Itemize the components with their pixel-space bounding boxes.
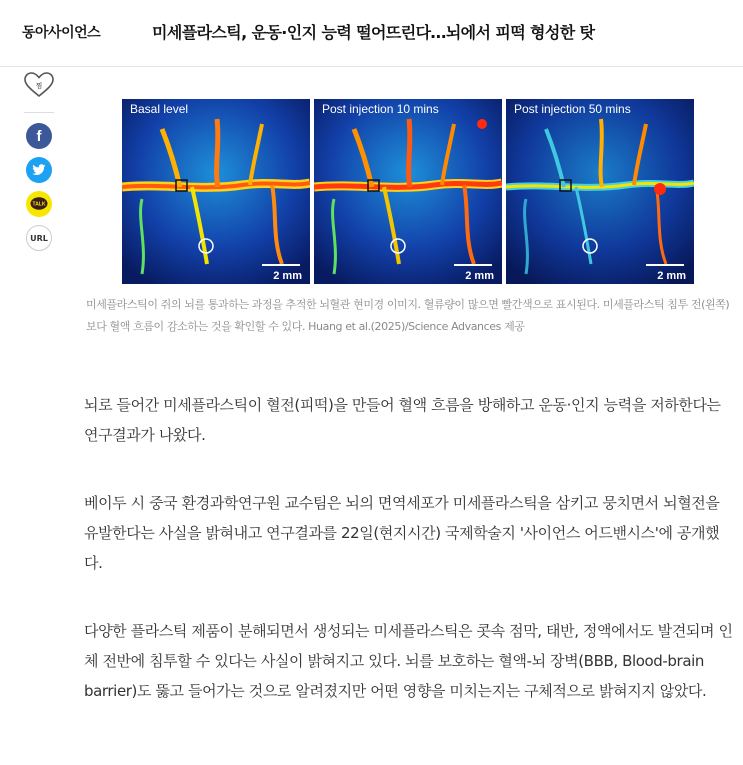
site-header bbox=[0, 0, 743, 67]
blood-flow-image bbox=[122, 99, 310, 284]
figure-panel-50min bbox=[506, 99, 694, 284]
divider bbox=[24, 112, 54, 113]
figure-panel-basal bbox=[122, 99, 310, 284]
scale-bar bbox=[646, 264, 684, 266]
blood-flow-image bbox=[506, 99, 694, 284]
blood-flow-image bbox=[314, 99, 502, 284]
kakaotalk-icon bbox=[30, 197, 48, 211]
article-paragraph: 뇌로 들어간 미세플라스틱이 혈전(피떡)을 만들어 혈액 흐름을 방해하고 운동·인지 능력을 저하한다는 연구결과가 나왔다. bbox=[84, 396, 721, 444]
twitter-share-button[interactable] bbox=[26, 157, 52, 183]
facebook-icon: f bbox=[36, 127, 42, 145]
scale-label: 2 mm bbox=[273, 270, 302, 282]
figure-caption: 미세플라스틱이 쥐의 뇌를 통과하는 과정을 추적한 뇌혈관 현미경 이미지. 혈류량이 많으면 빨간색으로 표시된다. 미세플라스틱 침투 전(왼쪽)보다 혈액 흐름이 감소하는 것을 확인할 수 있다. Huang et al.(2025)/Science Advances 제공 bbox=[86, 298, 730, 333]
copy-url-button[interactable] bbox=[26, 225, 52, 251]
share-toolbar bbox=[24, 72, 54, 259]
article-figure bbox=[122, 99, 694, 284]
scale-label: 2 mm bbox=[465, 270, 494, 282]
kakaotalk-share-button[interactable] bbox=[26, 191, 52, 217]
panel-label: Post injection 50 mins bbox=[514, 102, 631, 116]
site-logo[interactable]: 동아사이언스 bbox=[22, 25, 101, 41]
scale-bar bbox=[262, 264, 300, 266]
kakaotalk-glyph: TALK bbox=[32, 201, 46, 208]
article-paragraph: 다양한 플라스틱 제품이 분해되면서 생성되는 미세플라스틱은 콧속 점막, 태반, 정액에서도 발견되며 인체 전반에 침투할 수 있다는 사실이 밝혀지고 있다. 뇌를 보호하는 혈액-뇌 장벽(BBB, Blood-brain barrier)도 뚫고 들어가는 것으로 알려졌지만 어떤 영향을 미치는지는 구체적으로 밝혀지지 않았다. bbox=[84, 622, 733, 700]
like-label: 찜 bbox=[35, 82, 43, 90]
article-headline: 미세플라스틱, 운동·인지 능력 떨어뜨린다…뇌에서 피떡 형성한 탓 bbox=[152, 23, 595, 42]
panel-label: Basal level bbox=[130, 102, 189, 116]
scale-bar bbox=[454, 264, 492, 266]
facebook-share-button[interactable] bbox=[26, 123, 52, 149]
like-button[interactable] bbox=[24, 72, 54, 102]
figure-panel-10min bbox=[314, 99, 502, 284]
article-paragraph: 베이두 시 중국 환경과학연구원 교수팀은 뇌의 면역세포가 미세플라스틱을 삼키고 뭉치면서 뇌혈전을 유발한다는 사실을 밝혀내고 연구결과를 22일(현지시간) 국제학술지 '사이언스 어드밴시스'에 공개했다. bbox=[84, 494, 720, 572]
twitter-bird-icon bbox=[32, 164, 46, 176]
article-body bbox=[84, 390, 734, 744]
url-label: URL bbox=[30, 233, 48, 243]
panel-label: Post injection 10 mins bbox=[322, 102, 439, 116]
scale-label: 2 mm bbox=[657, 270, 686, 282]
